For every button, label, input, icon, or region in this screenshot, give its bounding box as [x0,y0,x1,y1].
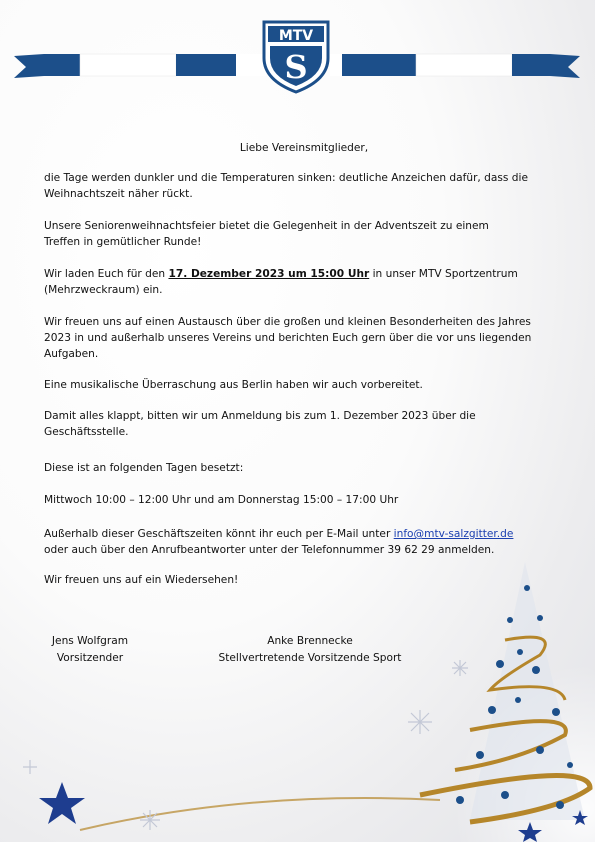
contact-line [44,526,564,543]
email-link[interactable]: info@mtv-salzgitter.de [393,528,514,540]
contact-pre: Außerhalb dieser Geschäftszeiten könnt ihr euch per E-Mail unter [44,528,394,540]
ribbon-segment [330,54,342,76]
invitation-pre: Wir laden Euch für den [44,268,169,280]
ribbon-right-tail [550,54,580,78]
ribbon-segment [416,54,512,76]
event-date: 17. Dezember 2023 um 15:00 Uhr [168,268,370,280]
gold-swoosh [80,798,440,830]
snowflakes [23,660,468,830]
ribbon-segment [512,54,550,76]
paragraph-line: (Mehrzweckraum) ein. [44,284,163,296]
ribbon-segment [44,54,80,76]
paragraph-line: 2023 in und außerhalb unseres Vereins und berichten Euch gern über die vor uns liegenden [44,332,532,344]
logo-text: MTV [278,28,314,44]
paragraph-line: die Tage werden dunkler und die Temperaturen sinken: deutliche Anzeichen dafür, dass die [44,172,528,184]
invitation-post: in unser MTV Sportzentrum [369,268,518,280]
paragraph-line: Geschäftsstelle. [44,426,129,438]
paragraph-line: Wir freuen uns auf einen Austausch über die großen und kleinen Besonderheiten des Jahres [44,316,531,328]
paragraph-line: Aufgaben. [44,348,99,360]
signer-name: Jens Wolfgram [51,635,129,647]
christmas-decoration [0,560,595,842]
signer-name: Anke Brennecke [267,635,353,647]
paragraph-line: Unsere Seniorenweihnachtsfeier bietet die Gelegenheit in der Adventszeit zu einem [44,220,489,232]
signer-role: Stellvertretende Vorsitzende Sport [218,652,402,664]
paragraph-line: Treffen in gemütlicher Runde! [44,236,202,248]
signer-role: Vorsitzender [56,652,124,664]
paragraph-line: oder auch über den Anrufbeantworter unter der Telefonnummer 39 62 29 anmelden. [44,544,495,556]
salutation: Liebe Vereinsmitglieder, [239,142,369,154]
header-banner [0,0,595,100]
ribbon-left-tail [14,54,44,78]
ribbon-segment [176,54,236,76]
blue-star-icon [39,782,85,824]
paragraph-line: Diese ist an folgenden Tagen besetzt: [44,462,244,474]
closing-line: Wir freuen uns auf ein Wiedersehen! [44,574,239,586]
paragraph-line: Weihnachtszeit näher rückt. [44,188,193,200]
ribbon-segment [80,54,176,76]
mtv-logo [264,22,328,92]
paragraph-line: Damit alles klappt, bitten wir um Anmeldung bis zum 1. Dezember 2023 über die [44,410,476,422]
paragraph-line: Eine musikalische Überraschung aus Berlin haben wir auch vorbereitet. [44,379,423,391]
logo-letter: S [284,48,308,86]
ribbon-segment [342,54,416,76]
invitation-line [44,266,564,283]
office-hours: Mittwoch 10:00 – 12:00 Uhr und am Donnerstag 15:00 – 17:00 Uhr [44,494,399,506]
ribbon-segment [236,54,266,76]
